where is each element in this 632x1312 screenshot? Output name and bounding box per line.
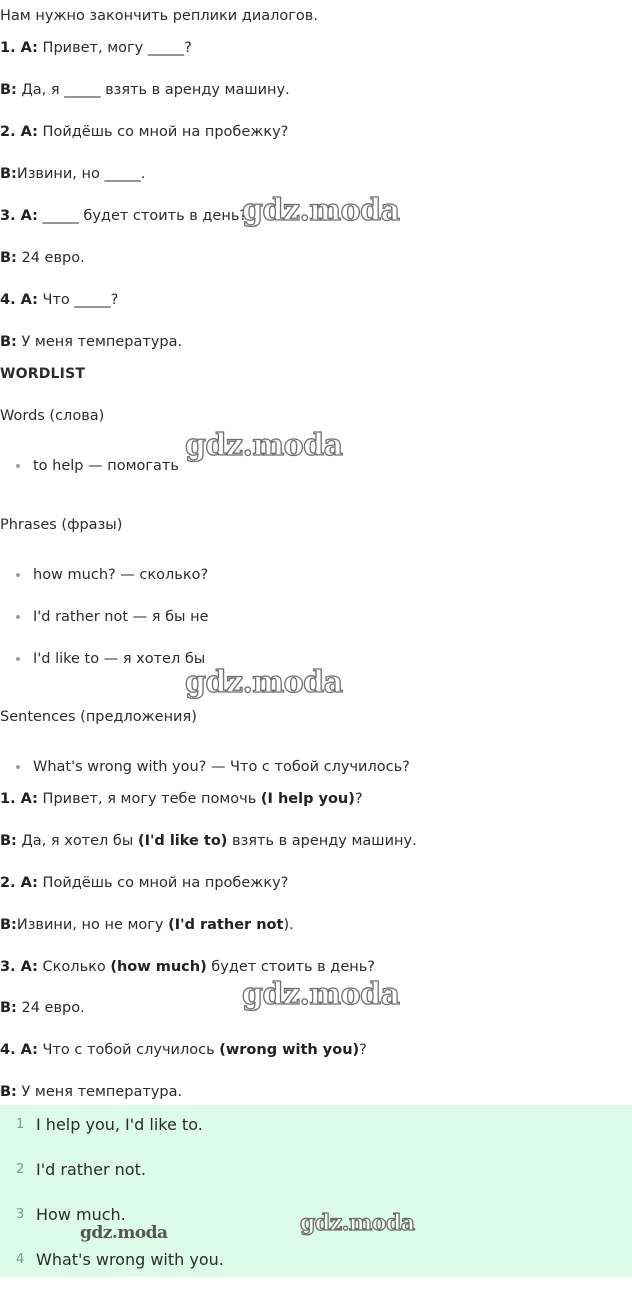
watermark-logo: gdz.moda bbox=[300, 1210, 415, 1236]
answer-number: 2 bbox=[16, 1162, 25, 1177]
speaker-label: B: bbox=[0, 82, 17, 98]
phrases-heading: Phrases (фразы) bbox=[0, 517, 123, 533]
speaker-label: 4. A: bbox=[0, 292, 38, 308]
line-text: ? bbox=[354, 791, 363, 807]
line-text: Что с тобой случилось bbox=[37, 1042, 220, 1058]
task-line bbox=[0, 38, 192, 58]
line-text: будет стоить в день? bbox=[206, 959, 375, 975]
speaker-label: 3. A: bbox=[0, 959, 38, 975]
bullet-icon bbox=[16, 765, 20, 769]
wordlist-title: WORDLIST bbox=[0, 366, 86, 382]
line-text: _____ будет стоить в день? bbox=[37, 208, 248, 224]
answer-text: What's wrong with you. bbox=[36, 1250, 224, 1269]
speaker-label: B: bbox=[0, 166, 17, 182]
answer-text: How much. bbox=[36, 1205, 126, 1224]
solution-line bbox=[0, 831, 417, 851]
task-line bbox=[0, 122, 288, 142]
line-text: Привет, я могу тебе помочь bbox=[37, 791, 261, 807]
line-text: ? bbox=[359, 1042, 367, 1058]
speaker-label: 3. A: bbox=[0, 208, 38, 224]
line-text: Извини, но не могу bbox=[16, 917, 169, 933]
watermark-logo: gdz.moda bbox=[242, 193, 400, 228]
line-text: Пойдёшь со мной на пробежку? bbox=[37, 875, 289, 891]
answer-number: 4 bbox=[16, 1252, 25, 1267]
task-intro: Нам нужно закончить реплики диалогов. bbox=[0, 8, 318, 24]
line-text: ). bbox=[283, 917, 294, 933]
solution-line bbox=[0, 1082, 182, 1102]
speaker-label: B: bbox=[0, 917, 17, 933]
speaker-label: B: bbox=[0, 1084, 17, 1100]
answer-text: I help you, I'd like to. bbox=[36, 1115, 203, 1134]
bullet-icon bbox=[16, 464, 20, 468]
solution-line bbox=[0, 1040, 367, 1060]
watermark-logo: gdz.moda bbox=[242, 977, 400, 1012]
line-text: Да, я хотел бы bbox=[16, 833, 138, 849]
answer-highlight: (I'd like to) bbox=[137, 833, 228, 849]
phrase-item: I'd rather not — я бы не bbox=[33, 609, 209, 625]
bullet-icon bbox=[16, 657, 20, 661]
solution-line bbox=[0, 873, 288, 893]
task-line bbox=[0, 206, 247, 226]
line-text: У меня температура. bbox=[16, 334, 183, 350]
bullet-icon bbox=[16, 615, 20, 619]
answer-highlight: (I help you) bbox=[260, 791, 355, 807]
speaker-label: 1. A: bbox=[0, 791, 38, 807]
answer-highlight: (wrong with you) bbox=[219, 1042, 360, 1058]
solution-line bbox=[0, 789, 363, 809]
bullet-icon bbox=[16, 573, 20, 577]
answer-highlight: (I'd rather not bbox=[168, 917, 284, 933]
speaker-label: B: bbox=[0, 833, 17, 849]
speaker-label: B: bbox=[0, 334, 17, 350]
answers-box bbox=[0, 1105, 632, 1277]
task-line bbox=[0, 248, 85, 268]
answer-highlight: (how much) bbox=[110, 959, 207, 975]
line-text: Да, я _____ взять в аренду машину. bbox=[16, 82, 290, 98]
answer-number: 1 bbox=[16, 1117, 25, 1132]
watermark-logo-small: gdz.moda bbox=[80, 1223, 168, 1243]
speaker-label: 1. A: bbox=[0, 40, 38, 56]
line-text: 24 евро. bbox=[16, 1000, 85, 1016]
solution-line bbox=[0, 957, 375, 977]
line-text: У меня температура. bbox=[16, 1084, 183, 1100]
solution-line bbox=[0, 915, 294, 935]
speaker-label: 2. A: bbox=[0, 124, 38, 140]
line-text: Сколько bbox=[37, 959, 111, 975]
line-text: Пойдёшь со мной на пробежку? bbox=[37, 124, 289, 140]
phrase-item: how much? — сколько? bbox=[33, 567, 209, 583]
line-text: взять в аренду машину. bbox=[227, 833, 417, 849]
line-text: Извини, но _____. bbox=[16, 166, 146, 182]
sentences-heading: Sentences (предложения) bbox=[0, 709, 197, 725]
line-text: Что _____? bbox=[37, 292, 119, 308]
speaker-label: 4. A: bbox=[0, 1042, 38, 1058]
answer-text: I'd rather not. bbox=[36, 1160, 146, 1179]
line-text: 24 евро. bbox=[16, 250, 85, 266]
word-item: to help — помогать bbox=[33, 458, 179, 474]
task-line bbox=[0, 80, 290, 100]
solution-line bbox=[0, 998, 85, 1018]
sentence-item: What's wrong with you? — Что с тобой случилось? bbox=[33, 759, 410, 775]
task-line bbox=[0, 290, 118, 310]
task-line bbox=[0, 332, 182, 352]
speaker-label: 2. A: bbox=[0, 875, 38, 891]
answer-number: 3 bbox=[16, 1207, 25, 1222]
watermark-logo: gdz.moda bbox=[185, 428, 343, 463]
task-line bbox=[0, 164, 145, 184]
line-text: Привет, могу _____? bbox=[37, 40, 192, 56]
phrase-item: I'd like to — я хотел бы bbox=[33, 651, 206, 667]
words-heading: Words (слова) bbox=[0, 408, 105, 424]
speaker-label: B: bbox=[0, 1000, 17, 1016]
speaker-label: B: bbox=[0, 250, 17, 266]
watermark-logo: gdz.moda bbox=[185, 665, 343, 700]
